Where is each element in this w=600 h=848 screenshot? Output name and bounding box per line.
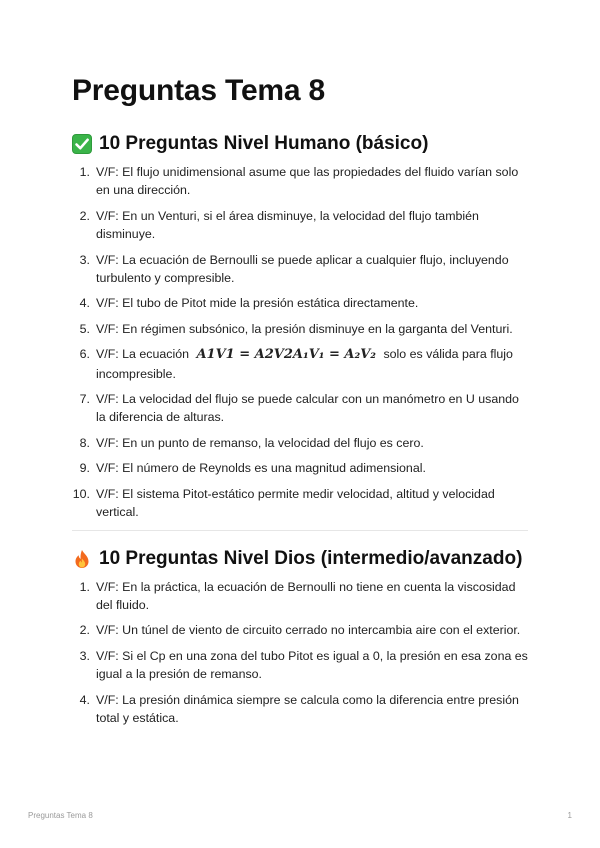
document-page xyxy=(72,72,528,734)
section-divider xyxy=(72,530,528,531)
footer-document-title: Preguntas Tema 8 xyxy=(28,811,93,820)
list-item: 2. V/F: Un túnel de viento de circuito cerrado no intercambia aire con el exterior. xyxy=(79,623,521,638)
question-list-basic xyxy=(72,163,528,522)
list-item: 5. V/F: En régimen subsónico, la presión disminuye en la garganta del Venturi. xyxy=(79,321,513,336)
list-item: 3. V/F: Si el Cp en una zona del tubo Pitot es igual a 0, la presión en esa zona es igual a la presión de remanso. xyxy=(79,648,528,682)
question-list-advanced xyxy=(72,578,528,728)
list-item: 8. V/F: En un punto de remanso, la velocidad del flujo es cero. xyxy=(79,435,424,450)
list-item: 4. V/F: El tubo de Pitot mide la presión estática directamente. xyxy=(79,296,419,311)
section-heading-text: 10 Preguntas Nivel Dios (intermedio/avanzado) xyxy=(99,547,523,569)
list-item: 4. V/F: La presión dinámica siempre se calcula como la diferencia entre presión total y estática. xyxy=(79,692,519,725)
section-heading-basic xyxy=(72,132,528,156)
check-mark-icon xyxy=(72,134,92,154)
list-item: 1. V/F: En la práctica, la ecuación de Bernoulli no tiene en cuenta la viscosidad del fluido. xyxy=(79,579,516,612)
list-item: 2. V/F: En un Venturi, si el área disminuye, la velocidad del flujo también disminuye. xyxy=(79,208,479,242)
list-item: 7. V/F: La velocidad del flujo se puede calcular con un manómetro en U usando la diferencia de alturas. xyxy=(79,392,519,425)
page-title: Preguntas Tema 8 xyxy=(72,74,326,107)
list-item: 9. V/F: El número de Reynolds es una magnitud adimensional. xyxy=(79,461,426,476)
section-advanced xyxy=(72,547,528,728)
list-item: 10. V/F: El sistema Pitot-estático permite medir velocidad, altitud y velocidad vertical. xyxy=(72,486,495,520)
section-heading-advanced xyxy=(72,547,528,571)
list-item: 6. V/F: La ecuación A1V1 = A2V2A₁V₁ = A₂V₂ solo es válida para flujo incompresible. xyxy=(79,347,513,381)
equation: A1V1 = A2V2A₁V₁ = A₂V₂ xyxy=(196,347,376,363)
list-item: 3. V/F: La ecuación de Bernoulli se puede aplicar a cualquier flujo, incluyendo turbulento y compresible. xyxy=(79,252,509,286)
list-item: 1. V/F: El flujo unidimensional asume que las propiedades del fluido varían solo en una dirección. xyxy=(79,165,519,198)
fire-icon xyxy=(72,549,92,569)
section-basic xyxy=(72,132,528,531)
footer-page-number: 1 xyxy=(567,811,572,820)
section-heading-text: 10 Preguntas Nivel Humano (básico) xyxy=(99,133,429,154)
